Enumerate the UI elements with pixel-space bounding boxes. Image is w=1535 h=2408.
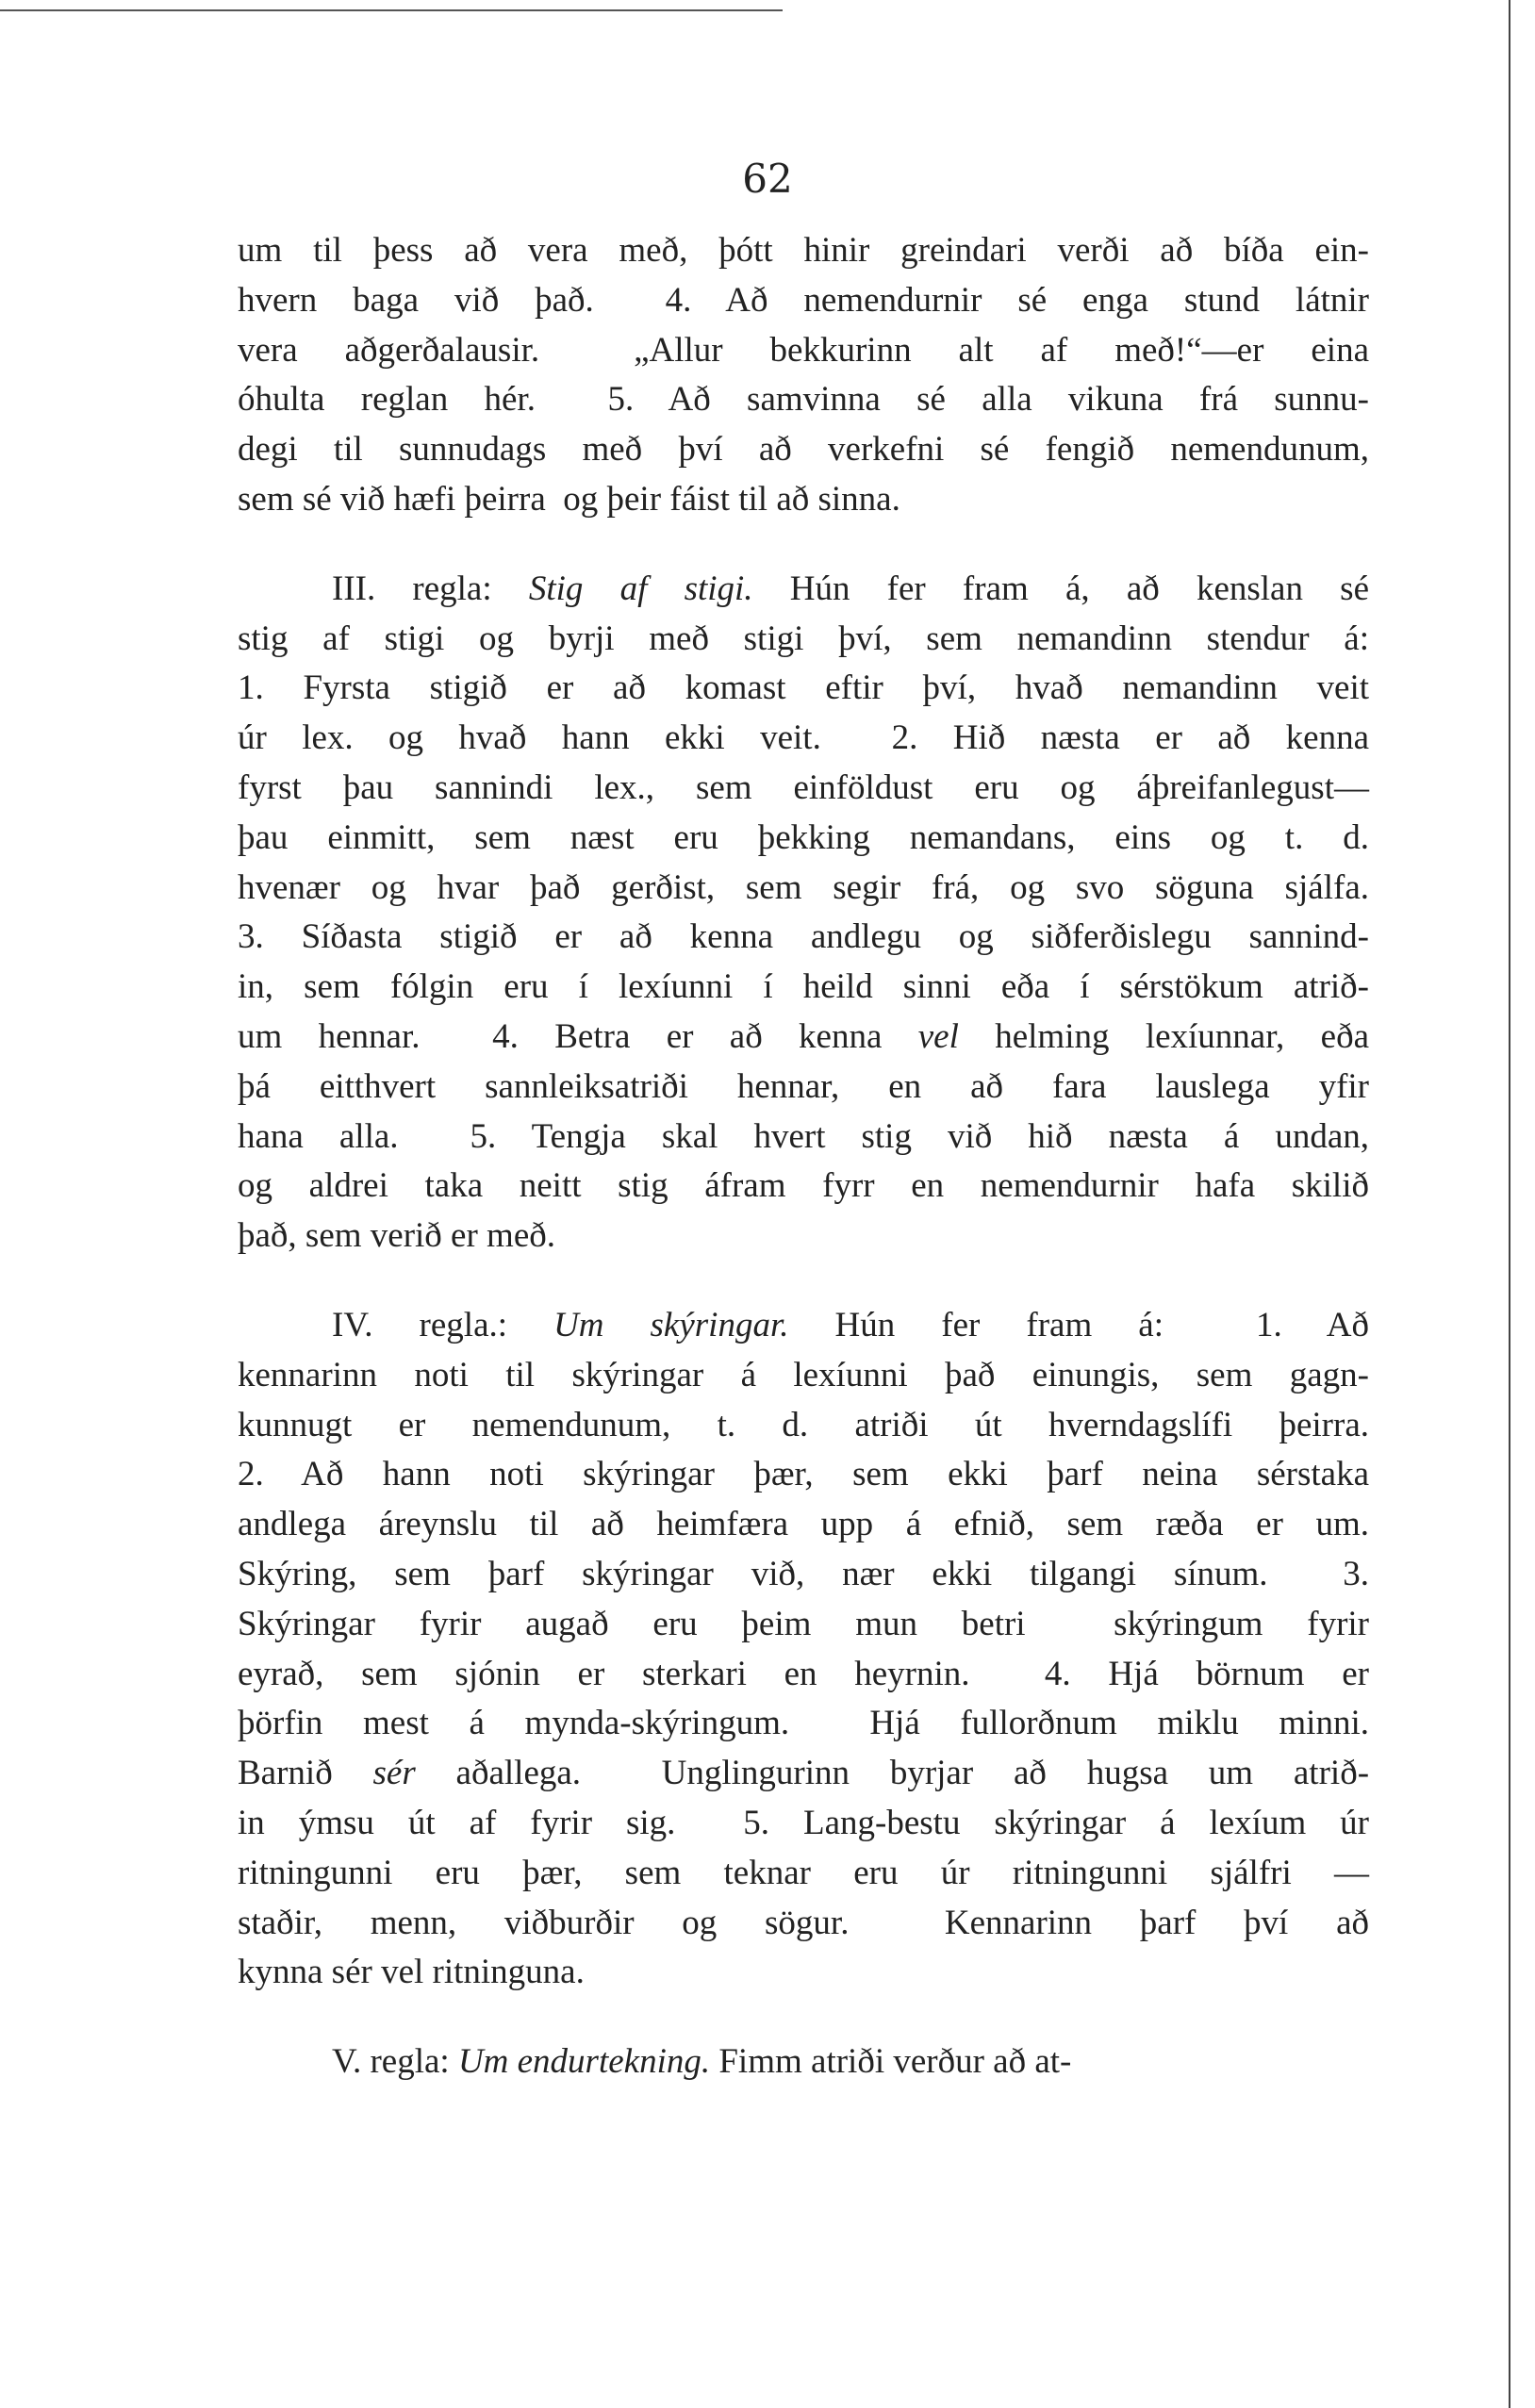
text-line: kynna sér vel ritninguna. xyxy=(238,1953,585,1992)
text-line: 2. Að hann noti skýringar þær, sem ekki þarf neina sérstaka xyxy=(238,1455,1369,1494)
text-line: hana alla. 5. Tengja skal hvert stig við hið næsta á undan, xyxy=(238,1116,1369,1156)
text-line: degi til sunnudags með því að verkefni sé fengið nemendunum, xyxy=(238,430,1369,470)
text-line xyxy=(238,565,1369,615)
text-line xyxy=(238,1013,1369,1063)
text-line: þau einmitt, sem næst eru þekking nemandans, eins og t. d. xyxy=(238,817,1369,857)
text-line: eyrað, sem sjónin er sterkari en heyrnin. 4. Hjá börnum er xyxy=(238,1654,1369,1693)
text-line: kennarinn noti til skýringar á lexíunni það einungis, sem gagn- xyxy=(238,1355,1369,1394)
text-line: kunnugt er nemendunum, t. d. atriði út hverndagslífi þeirra. xyxy=(238,1405,1369,1444)
text-run: III. regla: xyxy=(332,569,529,608)
text-line xyxy=(238,2037,1369,2087)
text-run: Fimm atriði verður að at- xyxy=(710,2042,1072,2082)
paragraph-p2 xyxy=(238,565,1369,1262)
text-line: staðir, menn, viðburðir og sögur. Kennarinn þarf því að xyxy=(238,1903,1369,1942)
text-line: 1. Fyrsta stigið er að komast eftir því, hvað nemandinn veit xyxy=(238,668,1369,708)
body-text xyxy=(238,226,1369,2087)
italic-run: Um skýringar. xyxy=(553,1305,789,1344)
text-line: það, sem verið er með. xyxy=(238,1216,555,1256)
text-line: sem sé við hæfi þeirra og þeir fáist til að sinna. xyxy=(238,479,900,519)
text-line: in, sem fólgin eru í lexíunni í heild sinni eða í sérstökum atrið- xyxy=(238,967,1369,1007)
text-line: þá eitthvert sannleiksatriði hennar, en að fara lauslega yfir xyxy=(238,1066,1369,1106)
text-line: þörfin mest á mynda-skýringum. Hjá fullorðnum miklu minni. xyxy=(238,1704,1369,1743)
paragraph-p1 xyxy=(238,226,1369,525)
text-run: um hennar. 4. Betra er að kenna xyxy=(238,1016,918,1056)
italic-run: vel xyxy=(917,1016,959,1056)
text-run: helming lexíunnar, eða xyxy=(958,1016,1369,1056)
text-run: aðallega. Unglingurinn byrjar að hugsa um atrið- xyxy=(415,1754,1370,1793)
text-line: in ýmsu út af fyrir sig. 5. Lang-bestu skýringar á lexíum úr xyxy=(238,1803,1369,1842)
text-line: 3. Síðasta stigið er að kenna andlegu og siðferðislegu sannind- xyxy=(238,917,1369,957)
text-line: óhulta reglan hér. 5. Að samvinna sé alla vikuna frá sunnu- xyxy=(238,380,1369,420)
text-line: vera aðgerðalausir. „Allur bekkurinn alt af með!“—er eina xyxy=(238,330,1369,370)
italic-run: Stig af stigi. xyxy=(528,569,753,608)
text-line: og aldrei taka neitt stig áfram fyrr en nemendurnir hafa skilið xyxy=(238,1166,1369,1206)
text-run: Barnið xyxy=(238,1754,373,1793)
page-number: 62 xyxy=(742,156,793,202)
text-line: Skýringar fyrir augað eru þeim mun betri skýringum fyrir xyxy=(238,1604,1369,1643)
text-line xyxy=(238,1301,1369,1351)
text-line: hvern baga við það. 4. Að nemendurnir sé enga stund látnir xyxy=(238,280,1369,320)
text-run: IV. regla.: xyxy=(332,1305,554,1344)
paragraph-gap xyxy=(238,525,1369,565)
paragraph-gap xyxy=(238,1998,1369,2037)
paragraph-gap xyxy=(238,1262,1369,1301)
text-run: V. regla: xyxy=(332,2042,458,2082)
text-run: Hún fer fram á: 1. Að xyxy=(788,1305,1369,1344)
paragraph-p3 xyxy=(238,1301,1369,1998)
page-edge-line xyxy=(1509,0,1510,2408)
italic-run: Um endurtekning. xyxy=(457,2042,711,2082)
text-line: hvenær og hvar það gerðist, sem segir frá, og svo söguna sjálfa. xyxy=(238,867,1369,907)
italic-run: sér xyxy=(372,1754,416,1793)
text-line: stig af stigi og byrji með stigi því, sem nemandinn stendur á: xyxy=(238,618,1369,658)
text-line xyxy=(238,1749,1369,1799)
text-line: ritningunni eru þær, sem teknar eru úr ritningunni sjálfri — xyxy=(238,1853,1369,1892)
top-rule xyxy=(0,9,783,11)
text-line: fyrst þau sannindi lex., sem einföldust eru og áþreifanlegust— xyxy=(238,767,1369,807)
text-line: um til þess að vera með, þótt hinir greindari verði að bíða ein- xyxy=(238,231,1369,270)
text-line: andlega áreynslu til að heimfæra upp á efnið, sem ræða er um. xyxy=(238,1505,1369,1544)
text-run: Hún fer fram á, að kenslan sé xyxy=(752,569,1369,608)
text-line: úr lex. og hvað hann ekki veit. 2. Hið næsta er að kenna xyxy=(238,718,1369,758)
text-line: Skýring, sem þarf skýringar við, nær ekki tilgangi sínum. 3. xyxy=(238,1554,1369,1593)
paragraph-p4 xyxy=(238,2037,1369,2087)
